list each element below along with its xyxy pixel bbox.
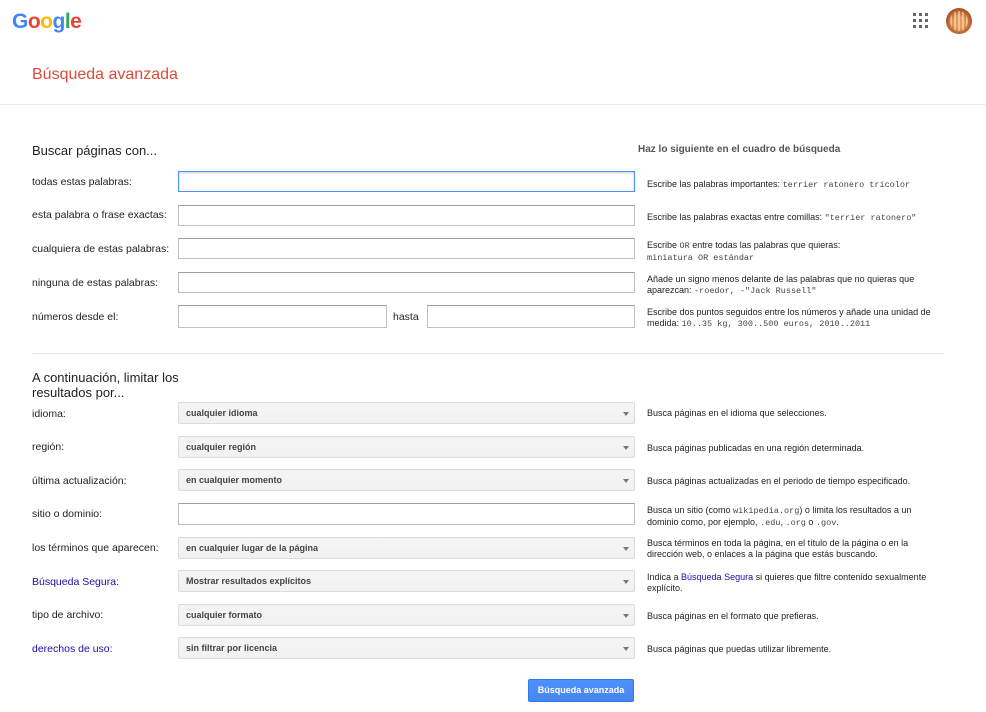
hint-text: dominio como, por ejemplo,: [647, 517, 761, 527]
usage-rights-select[interactable]: [178, 637, 635, 659]
hint-text: Busca un sitio (como: [647, 505, 734, 515]
none-words-input[interactable]: [179, 273, 634, 292]
region-label: región:: [32, 441, 65, 453]
hint-text: si quieres que filtre contenido sexualmente: [753, 572, 927, 582]
any-words-input[interactable]: [179, 239, 634, 258]
hint-text: o: [805, 517, 816, 527]
last-update-selected-value: en cualquier momento: [186, 475, 283, 485]
file-type-selected-value: cualquier formato: [186, 610, 263, 620]
hint-code: .gov: [815, 518, 837, 528]
hint-code: wikipedia.org: [733, 506, 800, 516]
exact-phrase-field-box: [178, 205, 635, 226]
none-words-field-box: [178, 272, 635, 293]
language-label: idioma:: [32, 408, 66, 420]
any-words-field-box: [178, 238, 635, 259]
none-words-hint: [647, 274, 947, 297]
narrow-section-title: [32, 370, 179, 400]
all-words-input[interactable]: [179, 172, 634, 191]
hint-text: Indica a: [647, 572, 682, 582]
hint-code: terrier ratonero tricolor: [782, 180, 911, 190]
find-section-title: Buscar páginas con...: [32, 143, 158, 158]
site-domain-field-box: [178, 503, 635, 525]
safesearch-selected-value: Mostrar resultados explícitos: [186, 576, 312, 586]
hint-text: medida:: [647, 318, 682, 328]
page-title: Búsqueda avanzada: [32, 66, 178, 83]
narrow-title-line2: resultados por...: [32, 385, 125, 400]
logo-letter-g: G: [12, 10, 28, 33]
usage-rights-hint: Busca páginas que puedas utilizar libremente.: [647, 644, 832, 654]
usage-rights-selected-value: sin filtrar por licencia: [186, 643, 278, 653]
last-update-label: última actualización:: [32, 475, 127, 487]
hint-text: Escribe las palabras importantes:: [647, 179, 783, 189]
all-words-label: todas estas palabras:: [32, 176, 132, 188]
dropdown-arrow-icon: [623, 614, 629, 618]
dropdown-arrow-icon: [623, 647, 629, 651]
hint-code: miniatura OR estándar: [647, 253, 755, 263]
account-avatar[interactable]: [946, 8, 972, 34]
hint-text: Añade un signo menos delante de las palabras que no quieras que: [647, 274, 915, 284]
file-type-label: tipo de archivo:: [32, 609, 104, 621]
hint-text: Escribe dos puntos seguidos entre los números y añade una unidad de: [647, 307, 931, 317]
hint-text: ,: [780, 517, 786, 527]
hint-text: entre todas las palabras que quieras:: [689, 240, 841, 250]
numbers-from-field-box: [178, 305, 387, 328]
language-selected-value: cualquier idioma: [186, 408, 258, 418]
last-update-hint: Busca páginas actualizadas en el periodo de tiempo especificado.: [647, 476, 911, 486]
region-selected-value: cualquier región: [186, 442, 257, 452]
hint-text: explícito.: [647, 583, 683, 593]
hint-code: 10..35 kg, 300..500 euros, 2010..2011: [681, 319, 871, 329]
site-domain-input[interactable]: [179, 504, 634, 524]
site-domain-label: sitio o dominio:: [32, 508, 103, 520]
numbers-to-field-box: [427, 305, 635, 328]
site-domain-hint: [647, 505, 947, 529]
any-words-label: cualquiera de estas palabras:: [32, 243, 170, 255]
file-type-hint: Busca páginas en el formato que prefieras.: [647, 611, 819, 621]
terms-location-selected-value: en cualquier lugar de la página: [186, 543, 319, 553]
safesearch-select[interactable]: [178, 570, 635, 592]
exact-phrase-input[interactable]: [179, 206, 634, 225]
hint-code: .org: [785, 518, 806, 528]
dropdown-arrow-icon: [623, 412, 629, 416]
file-type-select[interactable]: [178, 604, 635, 626]
header-divider: [0, 104, 986, 105]
logo-letter-e: e: [70, 10, 82, 33]
terms-location-hint: [647, 538, 947, 560]
language-hint: Busca páginas en el idioma que selecciones.: [647, 408, 827, 418]
safesearch-link[interactable]: Búsqueda Segura:: [32, 576, 119, 588]
numbers-range-hint: [647, 307, 947, 330]
hint-text: Escribe las palabras exactas entre comillas:: [647, 212, 825, 222]
hint-heading: Haz lo siguiente en el cuadro de búsqueda: [638, 144, 841, 155]
usage-rights-link[interactable]: derechos de uso:: [32, 643, 113, 655]
terms-location-label: los términos que aparecen:: [32, 542, 159, 554]
safesearch-hint: [647, 572, 947, 594]
logo-letter-o2: o: [40, 10, 53, 33]
region-select[interactable]: [178, 436, 635, 458]
last-update-select[interactable]: [178, 469, 635, 491]
all-words-hint: [647, 179, 947, 191]
hint-text: ) o limita los resultados a un: [799, 505, 912, 515]
exact-phrase-hint: [647, 212, 947, 224]
hint-text: aparezcan:: [647, 285, 695, 295]
numbers-from-label: números desde el:: [32, 311, 119, 323]
hint-code: OR: [679, 241, 690, 251]
hint-text: Escribe: [647, 240, 680, 250]
numbers-from-input[interactable]: [179, 306, 386, 327]
hint-text: dirección web, o enlaces a la página que estás buscando.: [647, 549, 878, 559]
none-words-label: ninguna de estas palabras:: [32, 277, 159, 289]
language-select[interactable]: [178, 402, 635, 424]
section-divider: [32, 353, 944, 354]
dropdown-arrow-icon: [623, 479, 629, 483]
hint-text: Busca términos en toda la página, en el título de la página o en la: [647, 538, 909, 548]
hint-code: -roedor, -"Jack Russell": [694, 286, 817, 296]
safesearch-hint-link[interactable]: Búsqueda Segura: [681, 572, 754, 582]
exact-phrase-label: esta palabra o frase exactas:: [32, 209, 167, 221]
region-hint: Busca páginas publicadas en una región determinada.: [647, 443, 865, 453]
all-words-field-box: [178, 171, 635, 192]
hint-code: .edu: [760, 518, 781, 528]
hint-text: .: [836, 517, 839, 527]
logo-letter-l: l: [64, 10, 71, 33]
apps-grid-icon[interactable]: [913, 13, 928, 28]
dropdown-arrow-icon: [623, 547, 629, 551]
logo-letter-g2: g: [52, 10, 65, 33]
advanced-search-button[interactable]: Búsqueda avanzada: [528, 679, 634, 702]
narrow-title-line1: A continuación, limitar los: [32, 370, 179, 385]
terms-location-select[interactable]: [178, 537, 635, 559]
hint-code: "terrier ratonero": [824, 213, 917, 223]
dropdown-arrow-icon: [623, 580, 629, 584]
any-words-hint: [647, 240, 947, 264]
dropdown-arrow-icon: [623, 446, 629, 450]
numbers-to-input[interactable]: [428, 306, 634, 327]
logo-letter-o1: o: [27, 10, 41, 33]
google-logo[interactable]: [12, 10, 81, 34]
numbers-to-label: hasta: [393, 311, 419, 323]
